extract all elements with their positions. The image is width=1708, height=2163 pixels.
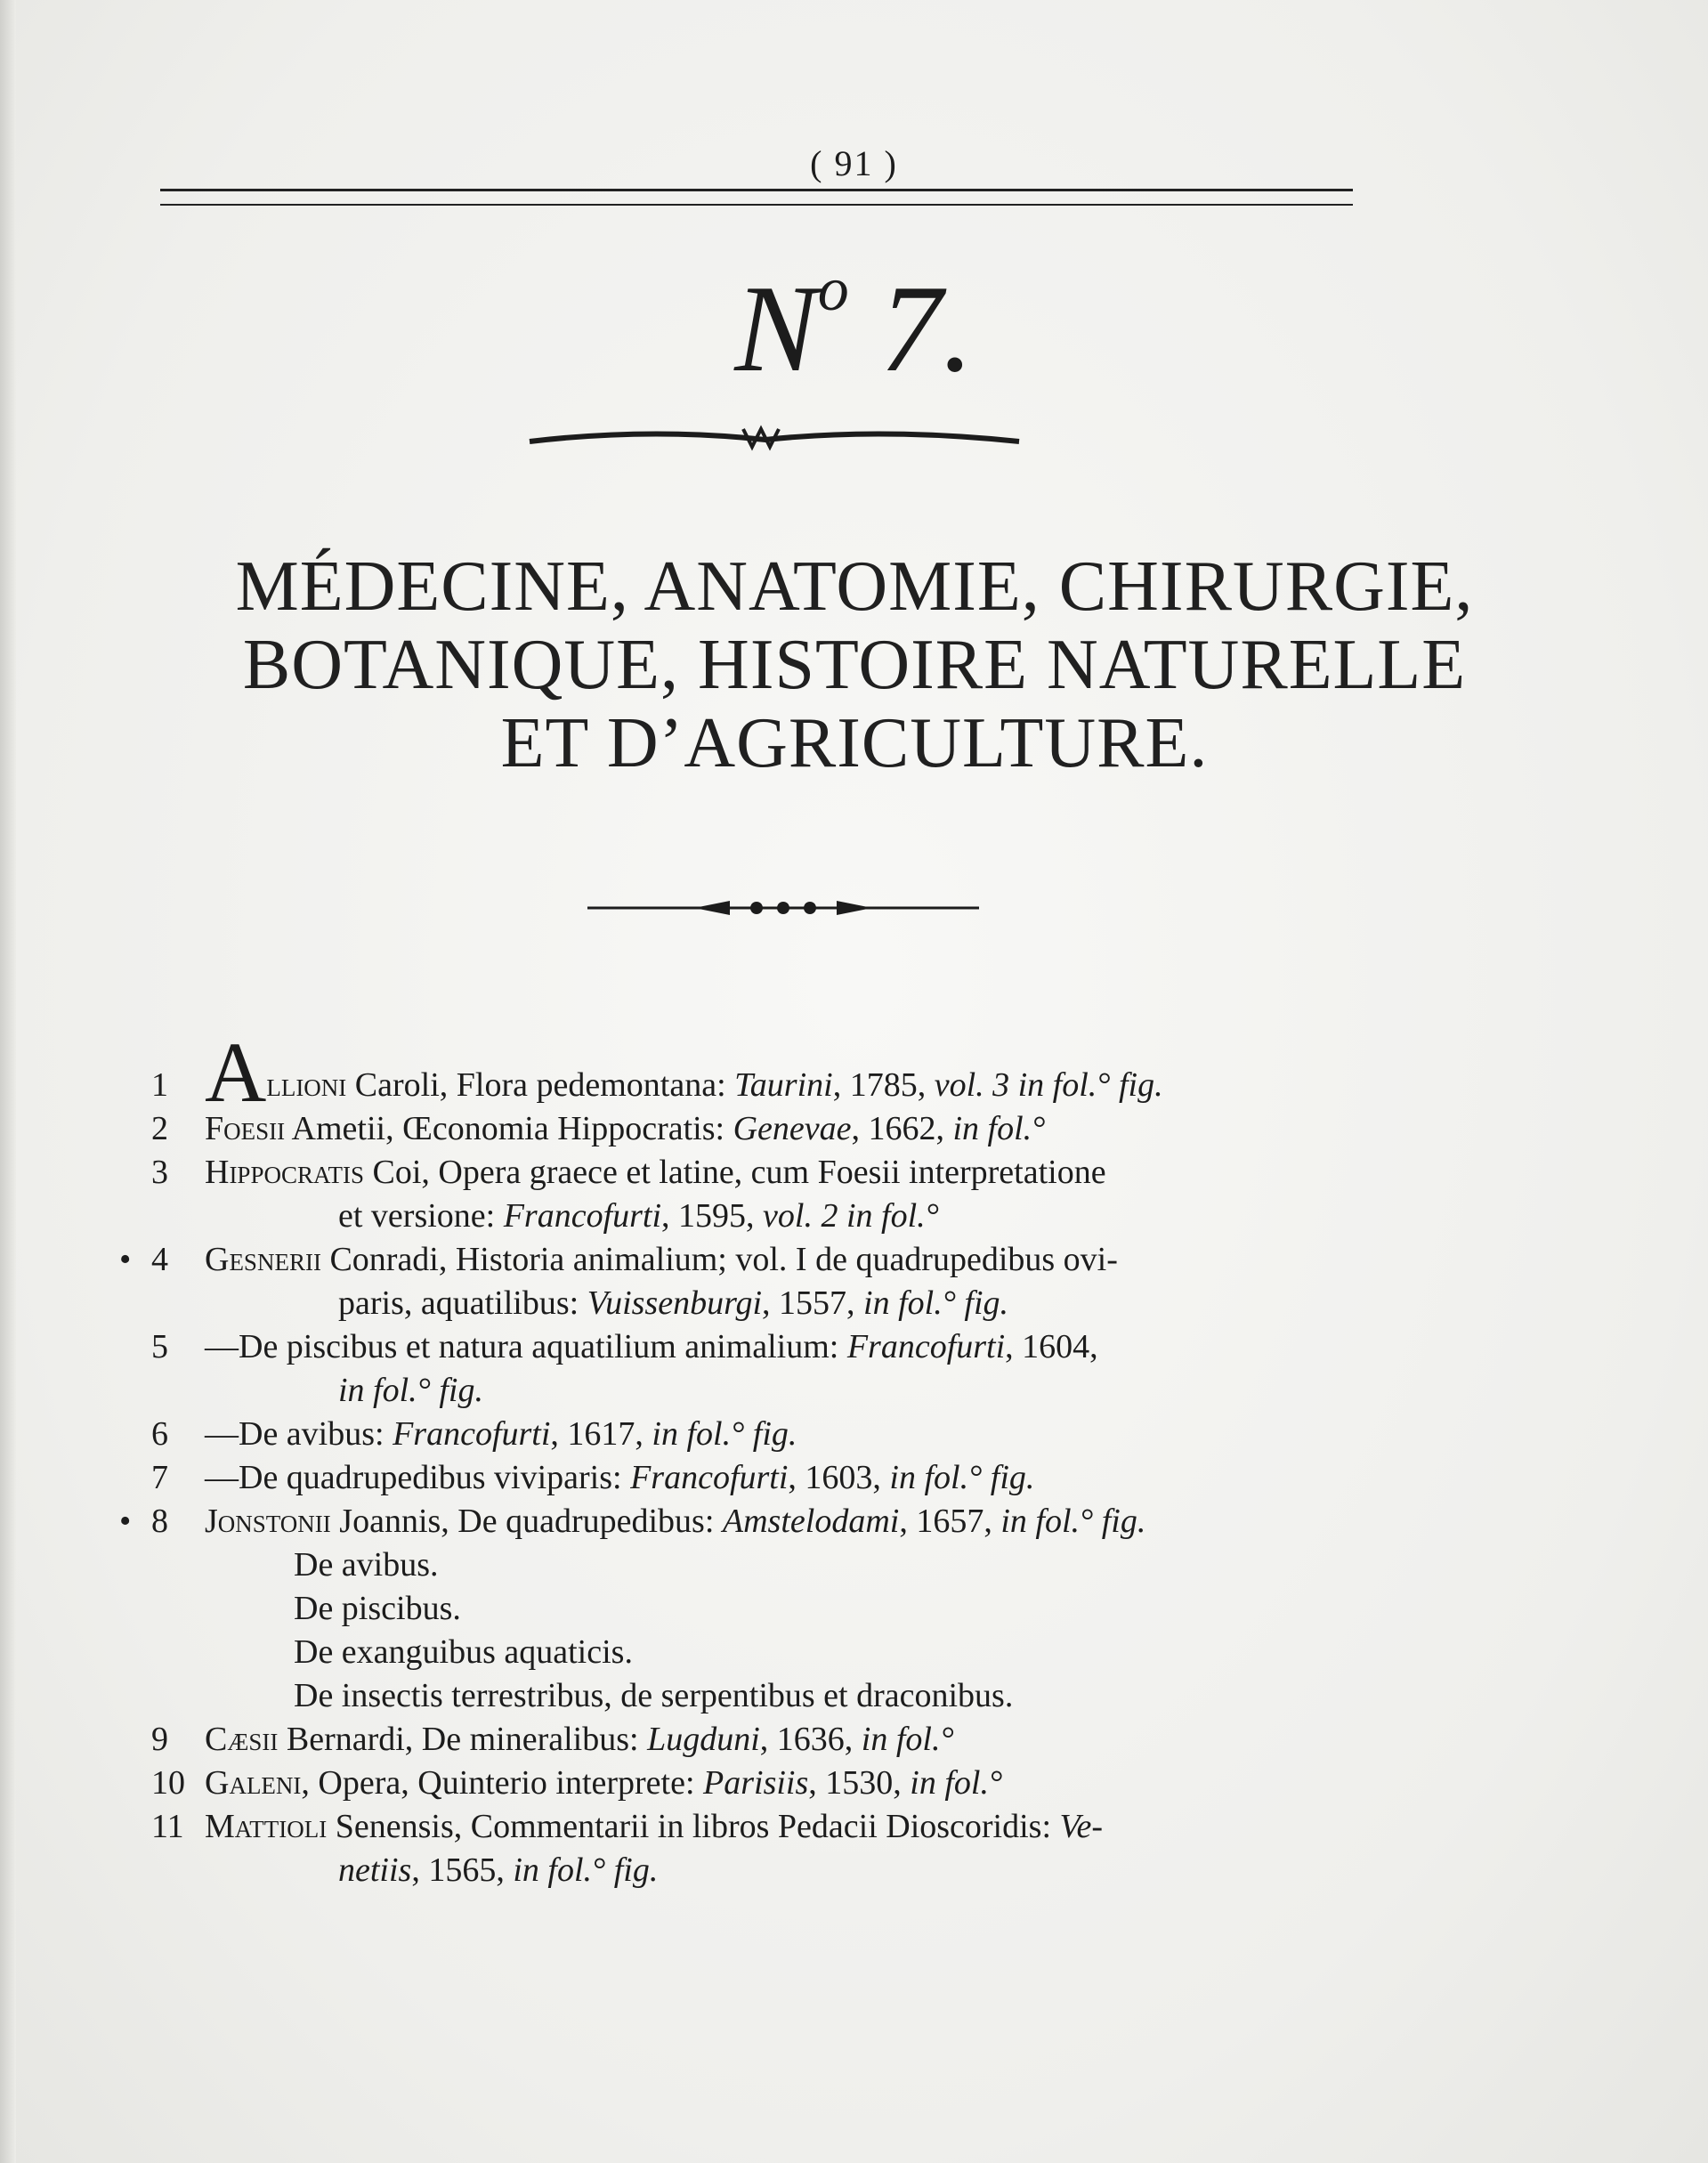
entry-number: 5: [151, 1328, 168, 1365]
header-rule: [160, 189, 1353, 206]
entry-author: Gesnerii: [205, 1241, 321, 1278]
catalogue-entries: [119, 1025, 1380, 1892]
bullet-mark: •: [119, 1503, 132, 1540]
entry-5: [151, 1325, 1380, 1369]
entry-6: [151, 1413, 1380, 1456]
entry-author: llioni: [266, 1066, 347, 1104]
entry-text: Coi, Opera graece et latine, cum Foesii interpretatione: [364, 1154, 1106, 1191]
entry-author: Foesii: [205, 1110, 286, 1147]
entry-date: , 1785,: [832, 1066, 935, 1104]
entry-number: 2: [151, 1110, 168, 1147]
entry-number: 4: [151, 1241, 168, 1278]
entry-text: et versione:: [338, 1197, 504, 1235]
entry-8-subtitle: De piscibus.: [294, 1590, 461, 1627]
entry-9: [151, 1718, 1380, 1762]
entry-format: in fol.° fig.: [1000, 1503, 1146, 1540]
entry-place: Vuissenburgi: [587, 1284, 763, 1322]
entry-text: , Opera, Quinterio interprete:: [301, 1764, 704, 1802]
entry-4-continuation: [151, 1282, 1380, 1325]
entry-format: in fol.° fig.: [338, 1372, 483, 1409]
entry-text: Bernardi, De mineralibus:: [278, 1721, 648, 1758]
entry-10: [151, 1762, 1380, 1805]
entry-author: Mattioli: [205, 1808, 328, 1845]
entry-text: Caroli, Flora pedemontana:: [346, 1066, 735, 1104]
entry-format: in fol.° fig.: [652, 1415, 797, 1453]
entry-text: —De quadrupedibus viviparis:: [205, 1459, 631, 1496]
entry-date: , 1595,: [661, 1197, 764, 1235]
entry-number: 8: [151, 1503, 168, 1540]
entry-author: Galeni: [205, 1764, 302, 1802]
entry-author: Jonstonii: [205, 1503, 331, 1540]
entry-format: vol. 3 in fol.° fig.: [934, 1066, 1163, 1104]
entry-place: Parisiis: [703, 1764, 809, 1802]
entry-4: [119, 1238, 1380, 1282]
heading-line-2: BOTANIQUE, HISTOIRE NATURELLE: [242, 626, 1467, 704]
entry-11: [151, 1805, 1380, 1849]
entry-place: Francofurti: [393, 1415, 551, 1453]
entry-5-continuation: [151, 1369, 1380, 1413]
page-number: ( 91 ): [810, 143, 898, 183]
entry-place: netiis: [338, 1851, 412, 1889]
entry-date: , 1530,: [808, 1764, 911, 1802]
section-number-value: 7.: [848, 260, 974, 398]
entry-number: 9: [151, 1721, 168, 1758]
entry-number: 6: [151, 1415, 168, 1453]
entry-date: , 1603,: [788, 1459, 890, 1496]
entry-3: [151, 1151, 1380, 1195]
section-number-sup: o: [817, 255, 849, 325]
entry-text: Conradi, Historia animalium; vol. I de quadrupedibus ovi-: [320, 1241, 1118, 1278]
entry-text: Joannis, De quadrupedibus:: [330, 1503, 723, 1540]
entry-8: [119, 1500, 1380, 1543]
entry-place: Amstelodami: [722, 1503, 900, 1540]
entry-place: Francofurti: [630, 1459, 789, 1496]
entry-date: , 1657,: [899, 1503, 1001, 1540]
entry-3-continuation: [151, 1195, 1380, 1238]
section-number-letter: N: [734, 260, 818, 398]
entry-date: , 1636,: [759, 1721, 862, 1758]
entry-text: —De avibus:: [205, 1415, 393, 1453]
section-heading: [107, 547, 1602, 782]
entry-format: in fol.° fig.: [889, 1459, 1035, 1496]
entry-2: [151, 1107, 1380, 1151]
entry-date: , 1604,: [1005, 1328, 1098, 1365]
entry-place: Taurini: [734, 1066, 833, 1104]
entry-date: , 1617,: [550, 1415, 652, 1453]
entry-8-subtitle: De avibus.: [294, 1546, 439, 1584]
entry-place: Francofurti: [846, 1328, 1006, 1365]
heading-line-1: MÉDECINE, ANATOMIE, CHIRURGIE,: [235, 547, 1474, 626]
section-number: [0, 255, 1708, 398]
divider-ornament: [587, 890, 979, 926]
entry-place: Francofurti: [503, 1197, 662, 1235]
entry-8-subtitle: De insectis terrestribus, de serpentibus et draconibus.: [294, 1677, 1014, 1714]
flourish-ornament: [525, 418, 1024, 454]
entry-number: 1: [151, 1066, 168, 1104]
entry-text: Senensis, Commentarii in libros Pedacii Dioscoridis:: [327, 1808, 1060, 1845]
entry-format: in fol.°: [861, 1721, 954, 1758]
entry-text: Ametii, Œconomia Hippocratis:: [285, 1110, 733, 1147]
entry-8-subtitle: De exanguibus aquaticis.: [294, 1633, 633, 1671]
entry-text: paris, aquatilibus:: [338, 1284, 587, 1322]
entry-author: Cæsii: [205, 1721, 279, 1758]
heading-line-3: ET D’AGRICULTURE.: [500, 704, 1209, 782]
bullet-mark: •: [119, 1241, 132, 1278]
entry-place: Genevae: [733, 1110, 852, 1147]
entry-number: 3: [151, 1154, 168, 1191]
entry-format: in fol.° fig.: [513, 1851, 659, 1889]
entry-date: , 1565,: [411, 1851, 514, 1889]
entry-text: —De piscibus et natura aquatilium animalium:: [205, 1328, 847, 1365]
entry-7: [151, 1456, 1380, 1500]
entry-place: Lugduni: [647, 1721, 760, 1758]
entry-number: 11: [151, 1808, 184, 1845]
entry-1: [151, 1025, 1380, 1120]
entry-author: Hippocratis: [205, 1154, 364, 1191]
entry-format: in fol.°: [910, 1764, 1003, 1802]
entry-format: vol. 2 in fol.°: [763, 1197, 939, 1235]
drop-initial: A: [205, 1025, 267, 1120]
entry-number: 7: [151, 1459, 168, 1496]
entry-format: in fol.°: [952, 1110, 1046, 1147]
entry-format: in fol.° fig.: [863, 1284, 1008, 1322]
entry-place: Ve-: [1059, 1808, 1104, 1845]
entry-number: 10: [151, 1764, 185, 1802]
entry-date: , 1557,: [762, 1284, 864, 1322]
entry-date: , 1662,: [851, 1110, 953, 1147]
entry-11-continuation: [151, 1849, 1380, 1892]
